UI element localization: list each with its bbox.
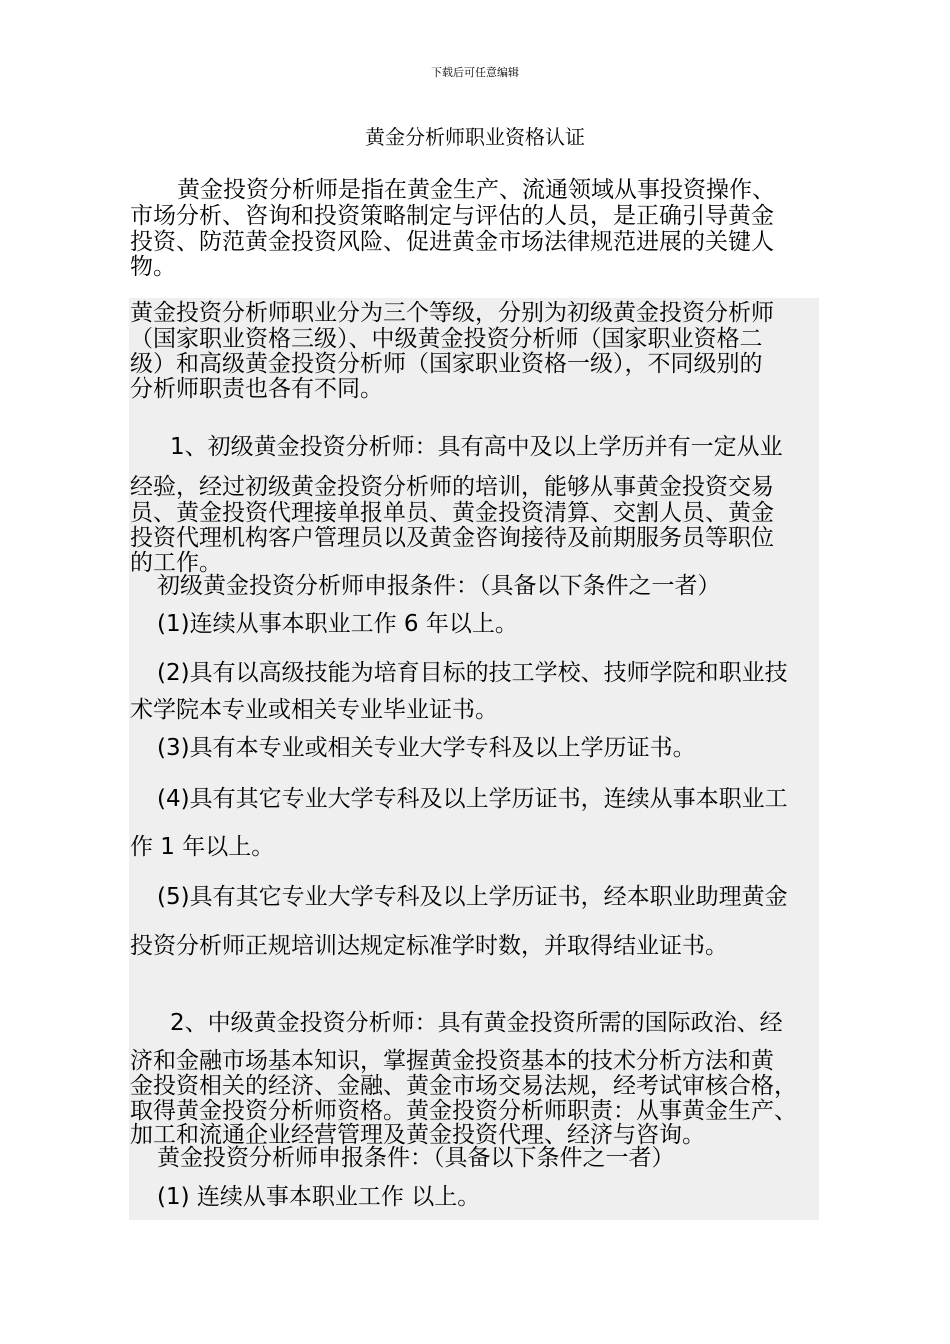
junior-heading: 1、初级黄金投资分析师：具有高中及以上学历并有一定从业 xyxy=(170,434,783,460)
junior-condition: 投资分析师正规培训达规定标准学时数，并取得结业证书。 xyxy=(130,933,728,959)
junior-desc-line: 的工作。 xyxy=(130,550,222,576)
junior-condition: (1)连续从事本职业工作 6 年以上。 xyxy=(157,611,518,637)
middle-desc-line: 济和金融市场基本知识，掌握黄金投资基本的技术分析方法和黄 xyxy=(130,1048,774,1074)
junior-conditions-title: 初级黄金投资分析师申报条件：（具备以下条件之一者） xyxy=(157,573,721,599)
junior-condition: (5)具有其它专业大学专科及以上学历证书，经本职业助理黄金 xyxy=(157,884,788,910)
intro-line: 市场分析、咨询和投资策略制定与评估的人员，是正确引导黄金 xyxy=(130,203,774,229)
middle-desc-line: 金投资相关的经济、金融、黄金市场交易法规，经考试审核合格， xyxy=(130,1073,797,1099)
levels-intro-line: 分析师职责也各有不同。 xyxy=(130,376,383,402)
middle-desc-line: 加工和流通企业经营管理及黄金投资代理、经济与咨询。 xyxy=(130,1122,705,1148)
middle-condition: (1) 连续从事本职业工作 以上。 xyxy=(157,1184,481,1210)
levels-intro-line: 黄金投资分析师职业分为三个等级，分别为初级黄金投资分析师 xyxy=(130,300,774,326)
intro-line: 投资、防范黄金投资风险、促进黄金市场法律规范进展的关键人 xyxy=(130,229,774,255)
junior-condition: (2)具有以高级技能为培育目标的技工学校、技师学院和职业技 xyxy=(157,660,788,686)
middle-conditions-title: 黄金投资分析师申报条件：（具备以下条件之一者） xyxy=(157,1145,675,1171)
levels-intro-line: （国家职业资格三级）、中级黄金投资分析师（国家职业资格二 xyxy=(130,326,763,352)
middle-heading: 2、中级黄金投资分析师：具有黄金投资所需的国际政治、经 xyxy=(170,1010,783,1036)
junior-desc-line: 经验，经过初级黄金投资分析师的培训，能够从事黄金投资交易 xyxy=(130,474,774,500)
intro-line: 物。 xyxy=(130,254,176,280)
middle-desc-line: 取得黄金投资分析师资格。黄金投资分析师职责：从事黄金生产、 xyxy=(130,1098,797,1124)
junior-condition: (4)具有其它专业大学专科及以上学历证书，连续从事本职业工 xyxy=(157,786,788,812)
header-note: 下载后可任意编辑 xyxy=(431,66,519,79)
junior-condition: 作 1 年以上。 xyxy=(130,834,275,860)
junior-desc-line: 投资代理机构客户管理员以及黄金咨询接待及前期服务员等职位 xyxy=(130,525,774,551)
junior-condition: 术学院本专业或相关专业毕业证书。 xyxy=(130,697,498,723)
document-title: 黄金分析师职业资格认证 xyxy=(365,125,585,149)
junior-desc-line: 员、黄金投资代理接单报单员、黄金投资清算、交割人员、黄金 xyxy=(130,500,774,526)
intro-line: 黄金投资分析师是指在黄金生产、流通领域从事投资操作、 xyxy=(177,177,775,203)
junior-condition: (3)具有本专业或相关专业大学专科及以上学历证书。 xyxy=(157,735,696,761)
levels-intro-line: 级）和高级黄金投资分析师（国家职业资格一级），不同级别的 xyxy=(130,351,763,377)
